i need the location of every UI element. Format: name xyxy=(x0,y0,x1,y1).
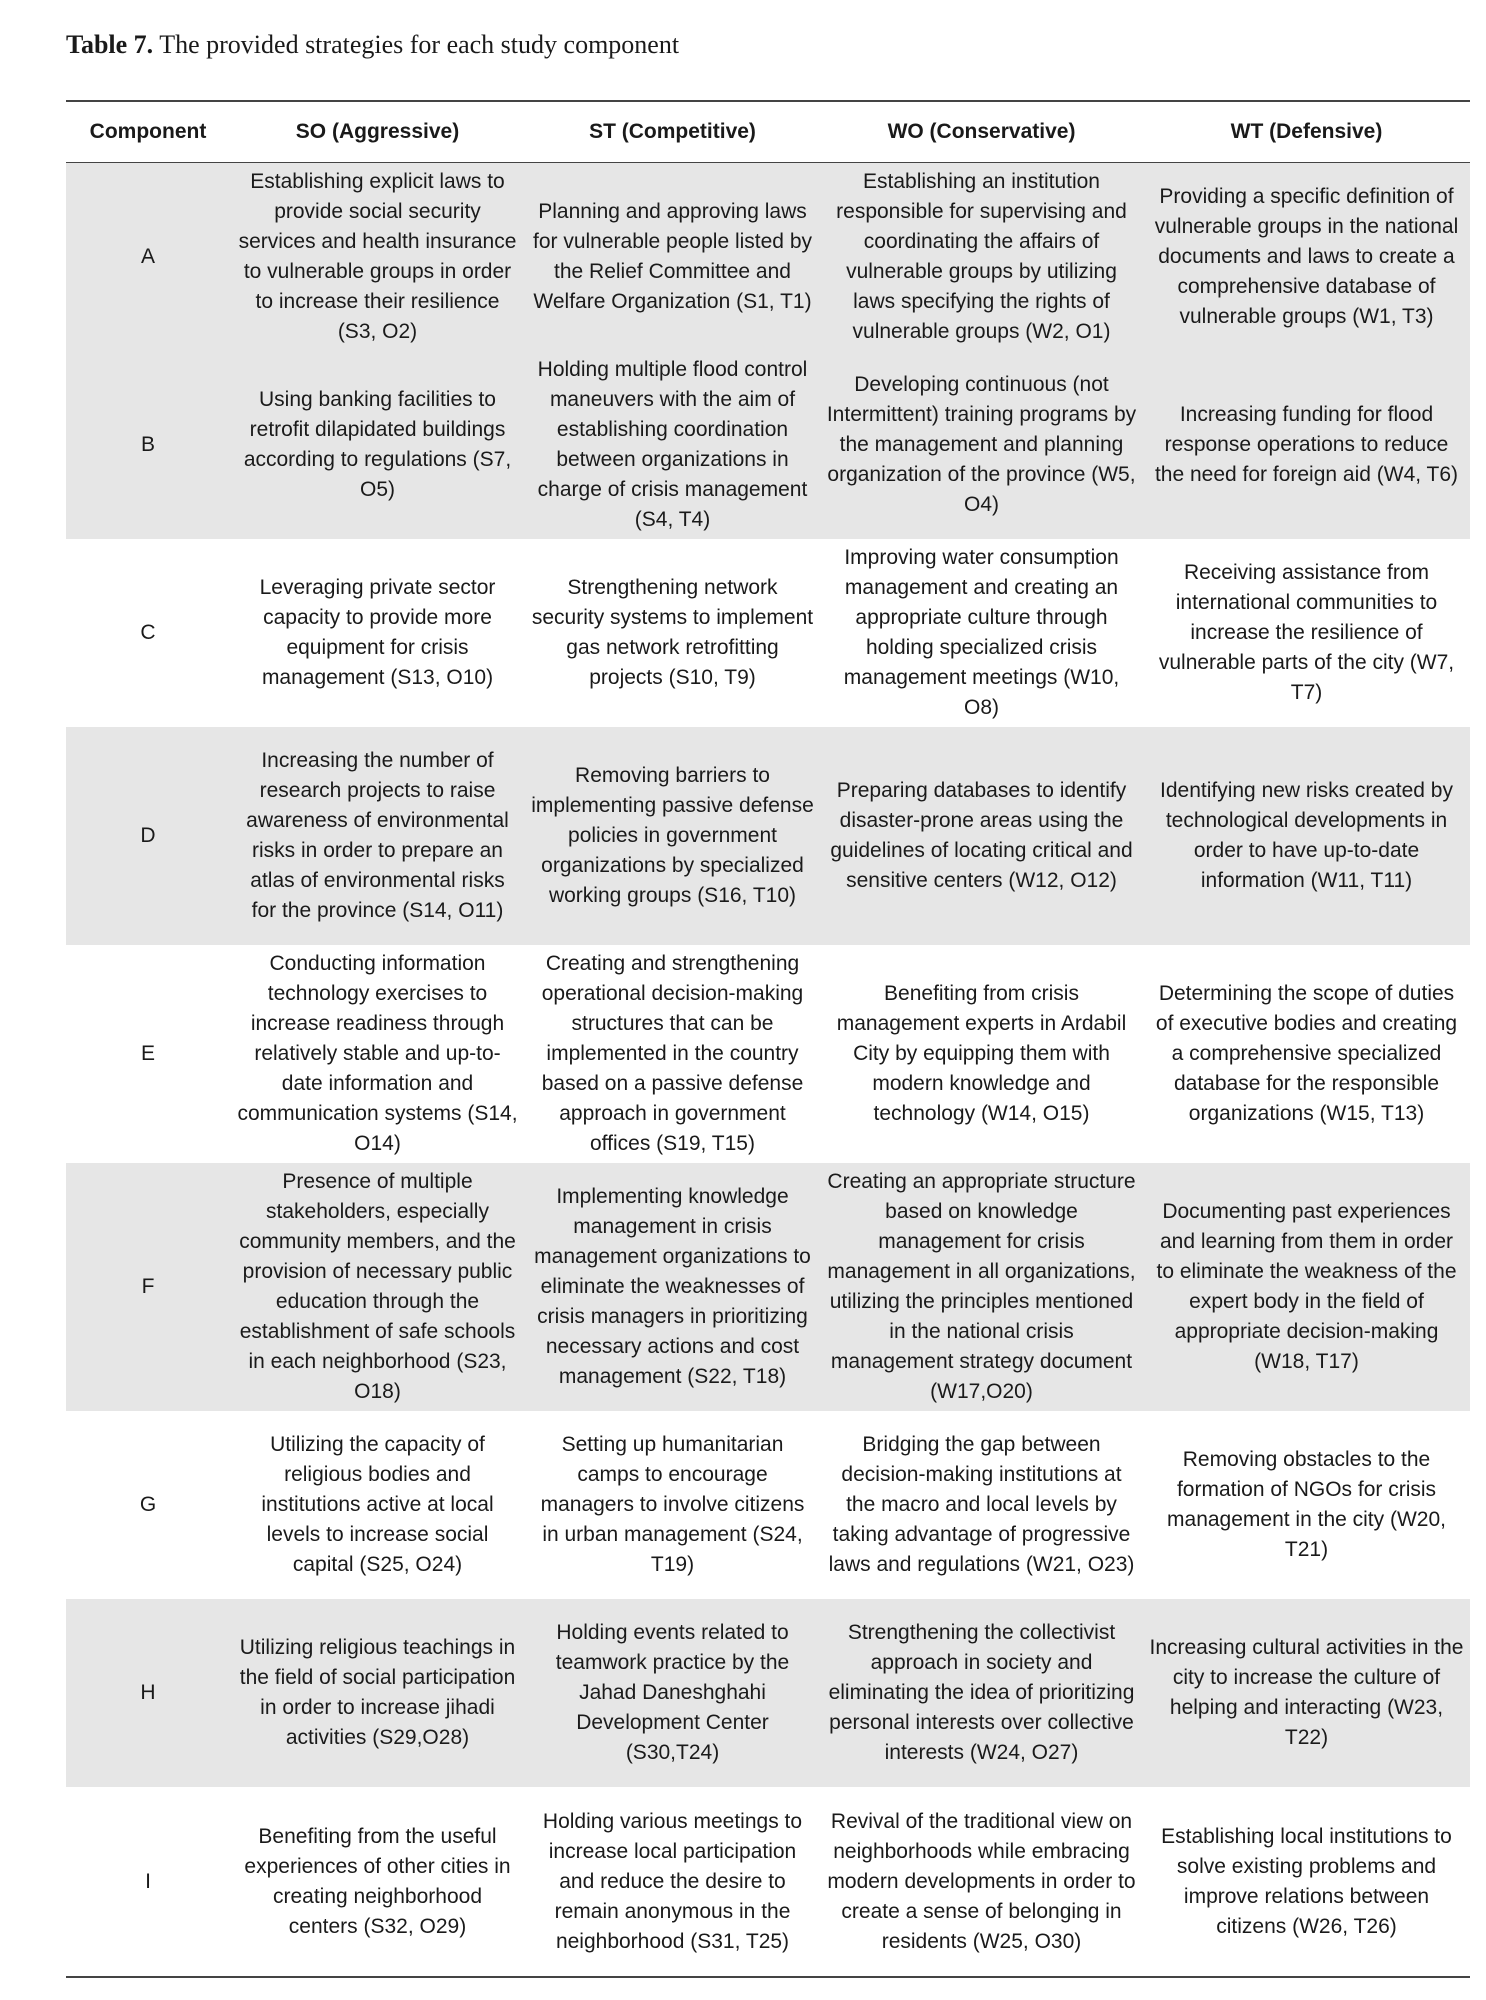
table-row xyxy=(66,163,1470,352)
table-row xyxy=(66,1787,1470,1977)
cell-component: F xyxy=(66,1163,230,1411)
cell-so: Using banking facilities to retrofit dilapidated buildings according to regulations (S7, O5) xyxy=(230,351,525,539)
cell-wt: Establishing local institutions to solve existing problems and improve relations between citizens (W26, T26) xyxy=(1143,1787,1470,1977)
table-row xyxy=(66,1411,1470,1599)
cell-st: Strengthening network security systems to implement gas network retrofitting projects (S10, T9) xyxy=(531,576,814,689)
cell-st: Implementing knowledge management in crisis management organizations to eliminate the weaknesses of crisis managers in prioritizing necessary actions and cost management (S22, T18) xyxy=(525,1163,820,1411)
cell-wt: Determining the scope of duties of executive bodies and creating a comprehensive specialized database for the responsible organizations (W15, T13) xyxy=(1155,982,1458,1125)
cell-wo: Revival of the traditional view on neighborhoods while embracing modern developments in order to create a sense of belonging in residents (W25, O30) xyxy=(820,1787,1143,1977)
table-row xyxy=(66,539,1470,727)
cell-wt: Providing a specific definition of vulnerable groups in the national documents and laws to create a comprehensive database of vulnerable groups (W1, T3) xyxy=(1143,163,1470,352)
cell-wt: Increasing funding for flood response operations to reduce the need for foreign aid (W4, T6) xyxy=(1143,351,1470,539)
header-wo: WO (Conservative) xyxy=(820,101,1143,163)
cell-wt: Removing obstacles to the formation of NGOs for crisis management in the city (W20, T21) xyxy=(1167,1448,1446,1561)
cell-st: Planning and approving laws for vulnerable people listed by the Relief Committee and Welfare Organization (S1, T1) xyxy=(525,163,820,352)
cell-wt: Identifying new risks created by technological developments in order to have up-to-date information (W11, T11) xyxy=(1143,727,1470,945)
cell-component: G xyxy=(139,1493,157,1516)
cell-wo: Strengthening the collectivist approach in society and eliminating the idea of prioritizing personal interests over collective interests (W24, O27) xyxy=(820,1599,1143,1787)
cell-st: Setting up humanitarian camps to encourage managers to involve citizens in urban management (S24, T19) xyxy=(540,1433,805,1576)
strategies-table xyxy=(66,100,1470,1978)
table-row xyxy=(66,1599,1470,1787)
cell-wo: Creating an appropriate structure based on knowledge management for crisis management in all organizations, utilizing the principles mentioned in the national crisis management strategy document (W17,O20) xyxy=(820,1163,1143,1411)
cell-wo: Preparing databases to identify disaster-prone areas using the guidelines of locating critical and sensitive centers (W12, O12) xyxy=(820,727,1143,945)
cell-so: Utilizing religious teachings in the field of social participation in order to increase jihadi activities (S29,O28) xyxy=(230,1599,525,1787)
cell-component: E xyxy=(140,1042,155,1065)
cell-component: H xyxy=(66,1599,230,1787)
cell-so: Utilizing the capacity of religious bodies and institutions active at local levels to increase social capital (S25, O24) xyxy=(261,1433,494,1576)
cell-wo: Improving water consumption management and creating an appropriate culture through holding specialized crisis management meetings (W10, O8) xyxy=(843,546,1120,719)
cell-st: Holding various meetings to increase local participation and reduce the desire to remain anonymous in the neighborhood (S31, T25) xyxy=(525,1787,820,1977)
cell-wt: Increasing cultural activities in the city to increase the culture of helping and interacting (W23, T22) xyxy=(1143,1599,1470,1787)
cell-st: Removing barriers to implementing passive defense policies in government organizations by specialized working groups (S16, T10) xyxy=(525,727,820,945)
table-row xyxy=(66,1163,1470,1411)
table-row xyxy=(66,727,1470,945)
cell-so: Presence of multiple stakeholders, especially community members, and the provision of necessary public education through the establishment of safe schools in each neighborhood (S23, O18) xyxy=(230,1163,525,1411)
header-wt: WT (Defensive) xyxy=(1143,101,1470,163)
cell-so: Leveraging private sector capacity to provide more equipment for crisis management (S13, O10) xyxy=(259,576,496,689)
cell-wo: Benefiting from crisis management experts in Ardabil City by equipping them with modern knowledge and technology (W14, O15) xyxy=(836,982,1127,1125)
cell-component: I xyxy=(66,1787,230,1977)
cell-so: Benefiting from the useful experiences of other cities in creating neighborhood centers (S32, O29) xyxy=(230,1787,525,1977)
table-row xyxy=(66,351,1470,539)
table-header-row xyxy=(66,101,1470,163)
cell-so: Increasing the number of research projects to raise awareness of environmental risks in order to prepare an atlas of environmental risks for the province (S14, O11) xyxy=(230,727,525,945)
cell-wo: Developing continuous (not Intermittent) training programs by the management and planning organization of the province (W5, O4) xyxy=(820,351,1143,539)
table-caption xyxy=(66,30,679,60)
header-st: ST (Competitive) xyxy=(525,101,820,163)
header-component: Component xyxy=(66,101,230,163)
table-caption-text: The provided strategies for each study component xyxy=(159,30,680,59)
cell-st: Creating and strengthening operational decision-making structures that can be implemented in the country based on a passive defense approach in government offices (S19, T15) xyxy=(541,952,804,1155)
header-so: SO (Aggressive) xyxy=(230,101,525,163)
cell-so: Establishing explicit laws to provide social security services and health insurance to vulnerable groups in order to increase their resilience (S3, O2) xyxy=(230,163,525,352)
cell-wo: Bridging the gap between decision-making institutions at the macro and local levels by taking advantage of progressive laws and regulations (W21, O23) xyxy=(828,1433,1135,1576)
cell-component: C xyxy=(140,621,156,644)
cell-component: B xyxy=(66,351,230,539)
table-row xyxy=(66,945,1470,1163)
cell-st: Holding events related to teamwork practice by the Jahad Daneshghahi Development Center (S30,T24) xyxy=(525,1599,820,1787)
cell-so: Conducting information technology exercises to increase readiness through relatively stable and up-to-date information and communication systems (S14, O14) xyxy=(237,952,518,1155)
cell-component: A xyxy=(66,163,230,352)
cell-st: Holding multiple flood control maneuvers with the aim of establishing coordination between organizations in charge of crisis management (S4, T4) xyxy=(525,351,820,539)
cell-wo: Establishing an institution responsible for supervising and coordinating the affairs of vulnerable groups by utilizing laws specifying the rights of vulnerable groups (W2, O1) xyxy=(820,163,1143,352)
cell-component: D xyxy=(66,727,230,945)
cell-wt: Documenting past experiences and learning from them in order to eliminate the weakness of the expert body in the field of appropriate decision-making (W18, T17) xyxy=(1143,1163,1470,1411)
cell-wt: Receiving assistance from international communities to increase the resilience of vulnerable parts of the city (W7, T7) xyxy=(1158,561,1455,704)
table-caption-label: Table 7. xyxy=(66,30,154,59)
